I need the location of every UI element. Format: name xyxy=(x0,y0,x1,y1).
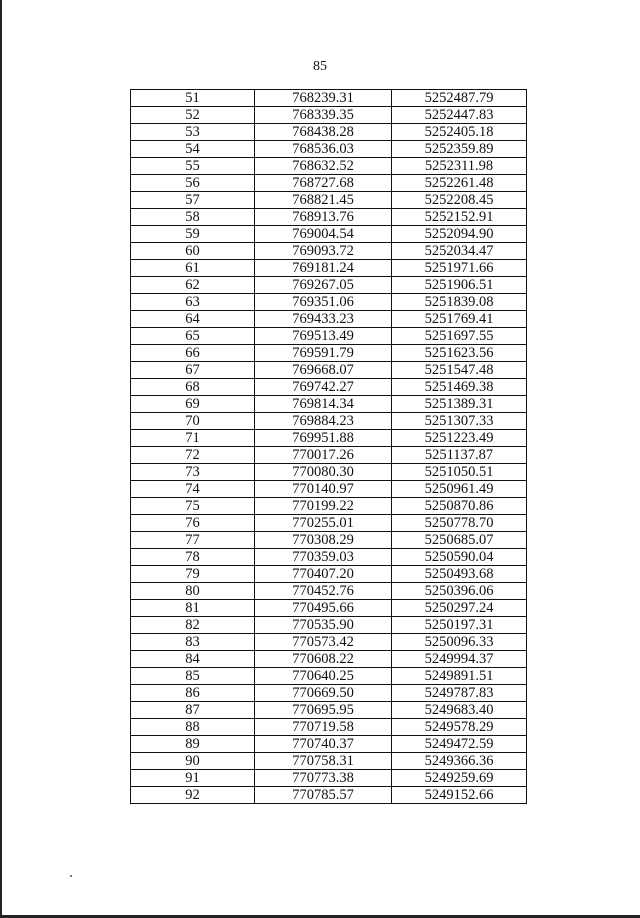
point-number-cell: 58 xyxy=(131,209,255,226)
y-coordinate-cell: 5251307.33 xyxy=(392,413,527,430)
x-coordinate-cell: 768913.76 xyxy=(255,209,392,226)
table-row xyxy=(131,753,527,770)
table-row xyxy=(131,124,527,141)
table-row xyxy=(131,90,527,107)
y-coordinate-cell: 5250961.49 xyxy=(392,481,527,498)
y-coordinate-cell: 5250870.86 xyxy=(392,498,527,515)
table-row xyxy=(131,549,527,566)
x-coordinate-cell: 770535.90 xyxy=(255,617,392,634)
y-coordinate-cell: 5251050.51 xyxy=(392,464,527,481)
point-number-cell: 85 xyxy=(131,668,255,685)
table-row xyxy=(131,226,527,243)
x-coordinate-cell: 769433.23 xyxy=(255,311,392,328)
point-number-cell: 54 xyxy=(131,141,255,158)
y-coordinate-cell: 5252447.83 xyxy=(392,107,527,124)
x-coordinate-cell: 769884.23 xyxy=(255,413,392,430)
point-number-cell: 63 xyxy=(131,294,255,311)
x-coordinate-cell: 769004.54 xyxy=(255,226,392,243)
table-row xyxy=(131,175,527,192)
table-row xyxy=(131,515,527,532)
x-coordinate-cell: 770773.38 xyxy=(255,770,392,787)
point-number-cell: 60 xyxy=(131,243,255,260)
point-number-cell: 76 xyxy=(131,515,255,532)
x-coordinate-cell: 770640.25 xyxy=(255,668,392,685)
scan-edge-left xyxy=(0,0,2,918)
point-number-cell: 79 xyxy=(131,566,255,583)
table-row xyxy=(131,260,527,277)
table-row xyxy=(131,107,527,124)
x-coordinate-cell: 770080.30 xyxy=(255,464,392,481)
point-number-cell: 89 xyxy=(131,736,255,753)
table-row xyxy=(131,345,527,362)
y-coordinate-cell: 5251469.38 xyxy=(392,379,527,396)
point-number-cell: 77 xyxy=(131,532,255,549)
x-coordinate-cell: 769093.72 xyxy=(255,243,392,260)
point-number-cell: 67 xyxy=(131,362,255,379)
y-coordinate-cell: 5250096.33 xyxy=(392,634,527,651)
x-coordinate-cell: 770359.03 xyxy=(255,549,392,566)
table-row xyxy=(131,770,527,787)
table-row xyxy=(131,328,527,345)
point-number-cell: 51 xyxy=(131,90,255,107)
point-number-cell: 69 xyxy=(131,396,255,413)
y-coordinate-cell: 5251223.49 xyxy=(392,430,527,447)
point-number-cell: 56 xyxy=(131,175,255,192)
y-coordinate-cell: 5252152.91 xyxy=(392,209,527,226)
point-number-cell: 84 xyxy=(131,651,255,668)
y-coordinate-cell: 5252487.79 xyxy=(392,90,527,107)
coordinates-table xyxy=(130,89,527,804)
x-coordinate-cell: 769181.24 xyxy=(255,260,392,277)
y-coordinate-cell: 5250493.68 xyxy=(392,566,527,583)
x-coordinate-cell: 770695.95 xyxy=(255,702,392,719)
y-coordinate-cell: 5251389.31 xyxy=(392,396,527,413)
table-row xyxy=(131,243,527,260)
point-number-cell: 83 xyxy=(131,634,255,651)
point-number-cell: 53 xyxy=(131,124,255,141)
point-number-cell: 66 xyxy=(131,345,255,362)
y-coordinate-cell: 5251906.51 xyxy=(392,277,527,294)
table-row xyxy=(131,498,527,515)
table-row xyxy=(131,362,527,379)
y-coordinate-cell: 5252034.47 xyxy=(392,243,527,260)
page-number: 85 xyxy=(313,59,327,74)
table-row xyxy=(131,702,527,719)
table-row xyxy=(131,209,527,226)
x-coordinate-cell: 770407.20 xyxy=(255,566,392,583)
table-row xyxy=(131,634,527,651)
table-row xyxy=(131,464,527,481)
table-row xyxy=(131,787,527,804)
y-coordinate-cell: 5252405.18 xyxy=(392,124,527,141)
y-coordinate-cell: 5249578.29 xyxy=(392,719,527,736)
point-number-cell: 62 xyxy=(131,277,255,294)
table-row xyxy=(131,736,527,753)
y-coordinate-cell: 5250297.24 xyxy=(392,600,527,617)
y-coordinate-cell: 5251769.41 xyxy=(392,311,527,328)
x-coordinate-cell: 769668.07 xyxy=(255,362,392,379)
table-row xyxy=(131,396,527,413)
x-coordinate-cell: 768438.28 xyxy=(255,124,392,141)
y-coordinate-cell: 5250685.07 xyxy=(392,532,527,549)
x-coordinate-cell: 769267.05 xyxy=(255,277,392,294)
table-row xyxy=(131,685,527,702)
x-coordinate-cell: 769814.34 xyxy=(255,396,392,413)
x-coordinate-cell: 770740.37 xyxy=(255,736,392,753)
point-number-cell: 82 xyxy=(131,617,255,634)
point-number-cell: 92 xyxy=(131,787,255,804)
y-coordinate-cell: 5250590.04 xyxy=(392,549,527,566)
table-row xyxy=(131,447,527,464)
point-number-cell: 86 xyxy=(131,685,255,702)
point-number-cell: 70 xyxy=(131,413,255,430)
table-row xyxy=(131,413,527,430)
point-number-cell: 64 xyxy=(131,311,255,328)
table-row xyxy=(131,379,527,396)
table-row xyxy=(131,532,527,549)
x-coordinate-cell: 768536.03 xyxy=(255,141,392,158)
x-coordinate-cell: 770255.01 xyxy=(255,515,392,532)
x-coordinate-cell: 770719.58 xyxy=(255,719,392,736)
table-row xyxy=(131,158,527,175)
point-number-cell: 57 xyxy=(131,192,255,209)
y-coordinate-cell: 5249366.36 xyxy=(392,753,527,770)
coordinates-table-body xyxy=(131,90,527,804)
x-coordinate-cell: 769513.49 xyxy=(255,328,392,345)
table-row xyxy=(131,651,527,668)
x-coordinate-cell: 768727.68 xyxy=(255,175,392,192)
x-coordinate-cell: 768821.45 xyxy=(255,192,392,209)
point-number-cell: 55 xyxy=(131,158,255,175)
y-coordinate-cell: 5252311.98 xyxy=(392,158,527,175)
y-coordinate-cell: 5252208.45 xyxy=(392,192,527,209)
table-row xyxy=(131,566,527,583)
table-row xyxy=(131,719,527,736)
point-number-cell: 81 xyxy=(131,600,255,617)
point-number-cell: 88 xyxy=(131,719,255,736)
y-coordinate-cell: 5252094.90 xyxy=(392,226,527,243)
x-coordinate-cell: 769351.06 xyxy=(255,294,392,311)
x-coordinate-cell: 770452.76 xyxy=(255,583,392,600)
y-coordinate-cell: 5251137.87 xyxy=(392,447,527,464)
y-coordinate-cell: 5251623.56 xyxy=(392,345,527,362)
y-coordinate-cell: 5249472.59 xyxy=(392,736,527,753)
point-number-cell: 71 xyxy=(131,430,255,447)
y-coordinate-cell: 5252261.48 xyxy=(392,175,527,192)
table-row xyxy=(131,600,527,617)
x-coordinate-cell: 770308.29 xyxy=(255,532,392,549)
point-number-cell: 61 xyxy=(131,260,255,277)
point-number-cell: 52 xyxy=(131,107,255,124)
y-coordinate-cell: 5250197.31 xyxy=(392,617,527,634)
point-number-cell: 74 xyxy=(131,481,255,498)
y-coordinate-cell: 5249152.66 xyxy=(392,787,527,804)
table-row xyxy=(131,294,527,311)
y-coordinate-cell: 5249891.51 xyxy=(392,668,527,685)
y-coordinate-cell: 5252359.89 xyxy=(392,141,527,158)
x-coordinate-cell: 770495.66 xyxy=(255,600,392,617)
table-row xyxy=(131,311,527,328)
x-coordinate-cell: 770573.42 xyxy=(255,634,392,651)
point-number-cell: 68 xyxy=(131,379,255,396)
y-coordinate-cell: 5249683.40 xyxy=(392,702,527,719)
point-number-cell: 78 xyxy=(131,549,255,566)
y-coordinate-cell: 5250396.06 xyxy=(392,583,527,600)
table-row xyxy=(131,481,527,498)
y-coordinate-cell: 5249994.37 xyxy=(392,651,527,668)
x-coordinate-cell: 769951.88 xyxy=(255,430,392,447)
y-coordinate-cell: 5250778.70 xyxy=(392,515,527,532)
y-coordinate-cell: 5249787.83 xyxy=(392,685,527,702)
point-number-cell: 59 xyxy=(131,226,255,243)
x-coordinate-cell: 768339.35 xyxy=(255,107,392,124)
y-coordinate-cell: 5251971.66 xyxy=(392,260,527,277)
x-coordinate-cell: 769591.79 xyxy=(255,345,392,362)
x-coordinate-cell: 770608.22 xyxy=(255,651,392,668)
table-row xyxy=(131,430,527,447)
point-number-cell: 75 xyxy=(131,498,255,515)
x-coordinate-cell: 770140.97 xyxy=(255,481,392,498)
point-number-cell: 65 xyxy=(131,328,255,345)
x-coordinate-cell: 769742.27 xyxy=(255,379,392,396)
y-coordinate-cell: 5249259.69 xyxy=(392,770,527,787)
y-coordinate-cell: 5251547.48 xyxy=(392,362,527,379)
table-row xyxy=(131,141,527,158)
y-coordinate-cell: 5251839.08 xyxy=(392,294,527,311)
point-number-cell: 87 xyxy=(131,702,255,719)
point-number-cell: 80 xyxy=(131,583,255,600)
table-row xyxy=(131,277,527,294)
point-number-cell: 91 xyxy=(131,770,255,787)
table-row xyxy=(131,192,527,209)
point-number-cell: 73 xyxy=(131,464,255,481)
table-row xyxy=(131,583,527,600)
point-number-cell: 90 xyxy=(131,753,255,770)
x-coordinate-cell: 770017.26 xyxy=(255,447,392,464)
x-coordinate-cell: 768632.52 xyxy=(255,158,392,175)
y-coordinate-cell: 5251697.55 xyxy=(392,328,527,345)
x-coordinate-cell: 770758.31 xyxy=(255,753,392,770)
x-coordinate-cell: 770785.57 xyxy=(255,787,392,804)
x-coordinate-cell: 770199.22 xyxy=(255,498,392,515)
table-row xyxy=(131,617,527,634)
x-coordinate-cell: 768239.31 xyxy=(255,90,392,107)
x-coordinate-cell: 770669.50 xyxy=(255,685,392,702)
scan-speck xyxy=(70,875,72,877)
point-number-cell: 72 xyxy=(131,447,255,464)
table-row xyxy=(131,668,527,685)
